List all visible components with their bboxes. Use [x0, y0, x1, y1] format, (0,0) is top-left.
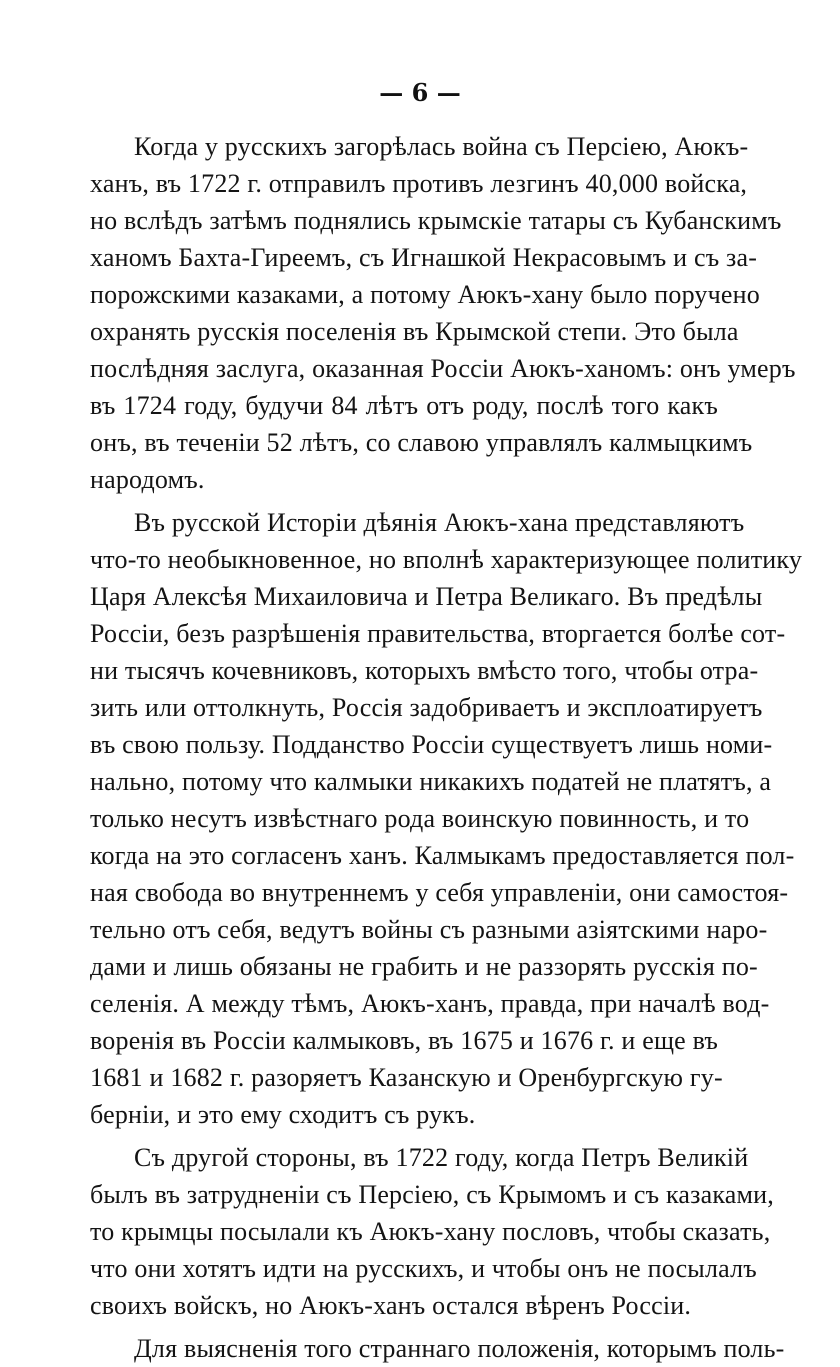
text-line: Россіи, безъ разрѣшенія правительства, вторгается болѣе сот-: [90, 619, 786, 648]
text-line: зить или оттолкнуть, Россія задобриваетъ и эксплоатируетъ: [90, 693, 763, 722]
text-line: нально, потому что калмыки никакихъ податей не платятъ, а: [90, 767, 772, 796]
text-line: былъ въ затрудненіи съ Персіею, съ Крымомъ и съ казаками,: [90, 1180, 774, 1209]
page-number: — 6 —: [379, 78, 461, 107]
text-line: ханъ, въ 1722 г. отправилъ противъ лезгинъ 40,000 войска,: [90, 169, 748, 198]
text-line: Въ русской Исторіи дѣянія Аюкъ-хана представляютъ: [134, 508, 745, 537]
text-line: народомъ.: [90, 465, 205, 494]
text-line: въ свою пользу. Подданство Россіи существуетъ лишь номи-: [90, 730, 773, 759]
text-line: ханомъ Бахта-Гиреемъ, съ Игнашкой Некрасовымъ и съ за-: [90, 243, 758, 272]
text-line: селенія. А между тѣмъ, Аюкъ-ханъ, правда, при началѣ вод-: [90, 989, 770, 1018]
text-line: Царя Алексѣя Михаиловича и Петра Великаго. Въ предѣлы: [90, 582, 763, 611]
text-line: когда на это согласенъ ханъ. Калмыкамъ предоставляется пол-: [90, 841, 795, 870]
text-line: ни тысячъ кочевниковъ, которыхъ вмѣсто того, чтобы отра-: [90, 656, 759, 685]
text-line: Съ другой стороны, въ 1722 году, когда Петръ Великій: [134, 1143, 749, 1172]
text-line: онъ, въ теченіи 52 лѣтъ, со славою управлялъ калмыцкимъ: [90, 428, 753, 457]
text-line: берніи, и это ему сходитъ съ рукъ.: [90, 1100, 476, 1129]
text-line: тельно отъ себя, ведутъ войны съ разными азіятскими наро-: [90, 915, 768, 944]
text-line: воренія въ Россіи калмыковъ, въ 1675 и 1676 г. и еще въ: [90, 1026, 719, 1055]
text-line: Когда у русскихъ загорѣлась война съ Персіею, Аюкъ-: [134, 132, 749, 161]
text-line: но вслѣдъ затѣмъ поднялись крымскіе татары съ Кубанскимъ: [90, 206, 782, 235]
text-line: только несутъ извѣстнаго рода воинскую повинность, и то: [90, 804, 750, 833]
text-line: въ 1724 году, будучи 84 лѣтъ отъ роду, послѣ того какъ: [90, 391, 718, 420]
text-line: охранять русскія поселенія въ Крымской степи. Это была: [90, 317, 739, 346]
text-line: дами и лишь обязаны не грабить и не раззорять русскія по-: [90, 952, 758, 981]
text-line: Для выясненія того страннаго положенія, которымъ поль-: [134, 1334, 785, 1363]
text-line: что они хотятъ идти на русскихъ, и чтобы онъ не посылалъ: [90, 1254, 757, 1283]
body-text: [90, 128, 803, 1367]
text-line: порожскими казаками, а потому Аюкъ-хану было поручено: [90, 280, 760, 309]
text-line: то крымцы посылали къ Аюкъ-хану пословъ, чтобы сказать,: [90, 1217, 771, 1246]
text-line: 1681 и 1682 г. разоряетъ Казанскую и Оренбургскую гу-: [90, 1063, 723, 1092]
text-line: что-то необыкновенное, но вполнѣ характеризующее политику: [90, 545, 803, 574]
text-line: ная свобода во внутреннемъ у себя управленіи, они самостоя-: [90, 878, 789, 907]
text-line: послѣдняя заслуга, оказанная Россіи Аюкъ-ханомъ: онъ умеръ: [90, 354, 796, 383]
text-line: своихъ войскъ, но Аюкъ-ханъ остался вѣренъ Россіи.: [90, 1291, 692, 1320]
